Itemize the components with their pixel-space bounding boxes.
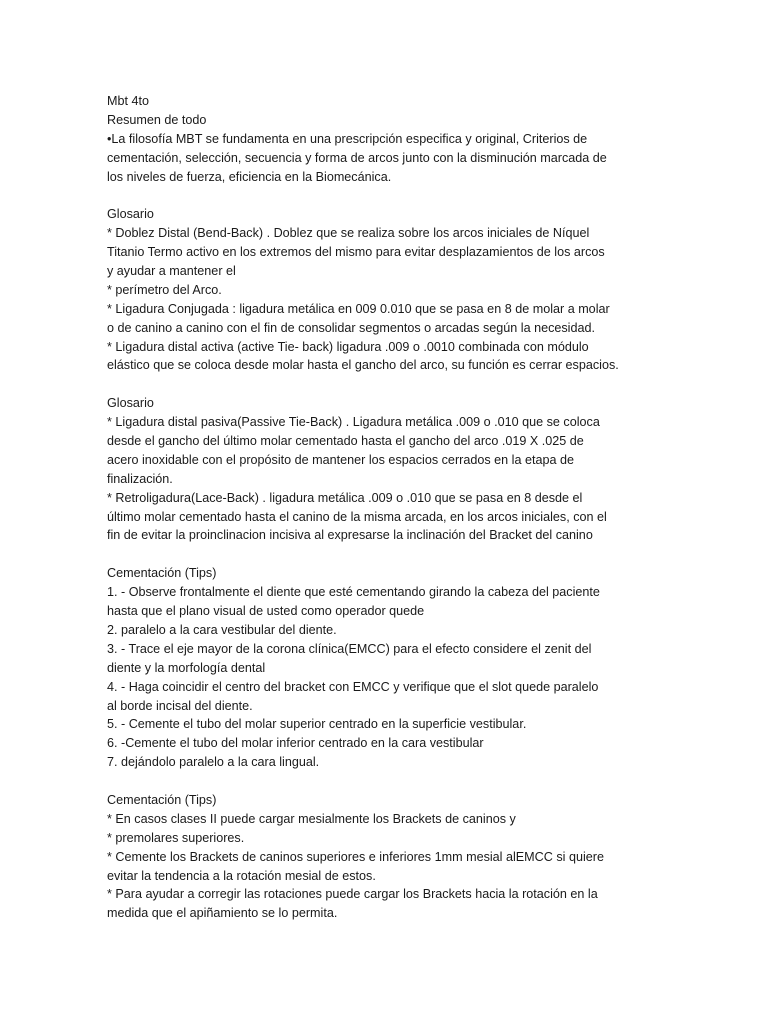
section-heading: Glosario [107,207,154,222]
paragraph-spacer [107,545,659,564]
text-line: 7. dejándolo paralelo a la cara lingual. [107,755,320,770]
document-subtitle: Resumen de todo [107,112,207,127]
text-line: * Ligadura distal pasiva(Passive Tie-Back) . Ligadura metálica .009 o .010 que se coloca [107,415,600,430]
text-line: evitar la tendencia a la rotación mesial de estos. [107,868,376,883]
text-line: * premolares superiores. [107,830,245,845]
text-line: diente y la morfología dental [107,660,266,675]
text-line: 6. -Cemente el tubo del molar inferior centrado en la cara vestibular [107,736,484,751]
text-line: 4. - Haga coincidir el centro del bracket con EMCC y verifique que el slot quede paralelo [107,679,599,694]
text-line: * Doblez Distal (Bend-Back) . Doblez que se realiza sobre los arcos iniciales de Níquel [107,226,590,241]
glosario-block-2 [107,394,659,545]
paragraph-spacer [107,375,659,394]
text-line: * Ligadura distal activa (active Tie- back) ligadura .009 o .0010 combinada con módulo [107,339,589,354]
text-line: * Retroligadura(Lace-Back) . ligadura metálica .009 o .010 que se pasa en 8 desde el [107,490,583,505]
cementacion-block-1 [107,564,659,772]
text-line: desde el gancho del último molar cementado hasta el gancho del arco .019 X .025 de [107,434,584,449]
text-line: 5. - Cemente el tubo del molar superior centrado en la superficie vestibular. [107,717,527,732]
text-line: * En casos clases II puede cargar mesialmente los Brackets de caninos y [107,811,516,826]
document-page [107,92,659,923]
text-line: * Para ayudar a corregir las rotaciones puede cargar los Brackets hacia la rotación en la [107,887,598,902]
text-line: fin de evitar la proinclinacion incisiva al expresarse la inclinación del Bracket del canino [107,528,593,543]
text-line: hasta que el plano visual de usted como operador quede [107,604,425,619]
text-line: o de canino a canino con el fin de consolidar segmentos o arcadas según la necesidad. [107,320,595,335]
text-line: acero inoxidable con el propósito de mantener los espacios cerrados en la etapa de [107,452,574,467]
text-line: y ayudar a mantener el [107,264,236,279]
text-line: 1. - Observe frontalmente el diente que esté cementando girando la cabeza del paciente [107,585,600,600]
cementacion-block-2 [107,791,659,923]
text-line: finalización. [107,471,173,486]
text-line: Titanio Termo activo en los extremos del mismo para evitar desplazamientos de los arcos [107,245,605,260]
text-line: los niveles de fuerza, eficiencia en la Biomecánica. [107,169,392,184]
paragraph-spacer [107,186,659,205]
glosario-block-1 [107,205,659,375]
text-line: 2. paralelo a la cara vestibular del diente. [107,622,337,637]
text-line: medida que el apiñamiento se lo permita. [107,906,338,921]
text-line: * Ligadura Conjugada : ligadura metálica en 009 0.010 que se pasa en 8 de molar a molar [107,301,610,316]
text-line: cementación, selección, secuencia y forma de arcos junto con la disminución marcada de [107,150,607,165]
paragraph-spacer [107,772,659,791]
text-line: 3. - Trace el eje mayor de la corona clínica(EMCC) para el efecto considere el zenit del [107,641,592,656]
intro-block [107,92,659,186]
section-heading: Glosario [107,396,154,411]
text-line: * perímetro del Arco. [107,282,222,297]
text-line: elástico que se coloca desde molar hasta el gancho del arco, su función es cerrar espacios. [107,358,619,373]
text-line: •La filosofía MBT se fundamenta en una prescripción especifica y original, Criterios de [107,131,588,146]
section-heading: Cementación (Tips) [107,566,217,581]
text-line: * Cemente los Brackets de caninos superiores e inferiores 1mm mesial alEMCC si quiere [107,849,604,864]
text-line: último molar cementado hasta el canino de la misma arcada, en los arcos iniciales, con el [107,509,607,524]
section-heading: Cementación (Tips) [107,792,217,807]
text-line: al borde incisal del diente. [107,698,253,713]
document-title: Mbt 4to [107,94,149,108]
